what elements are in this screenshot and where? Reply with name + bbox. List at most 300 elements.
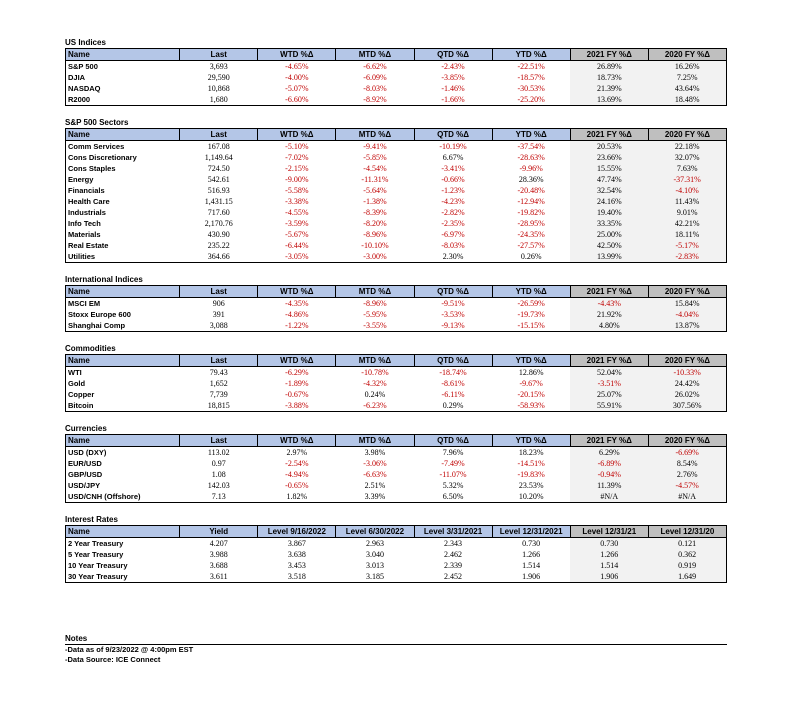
table-cell: -6.97% (441, 229, 465, 239)
row-name: Copper (68, 389, 95, 399)
table-cell: -3.85% (441, 72, 465, 82)
table-cell: 6.50% (414, 491, 492, 503)
row-name: Energy (68, 174, 94, 184)
table-cell: -9.96% (519, 163, 543, 173)
table-cell: 28.36% (518, 174, 544, 184)
table-cell: -1.22% (258, 320, 336, 332)
table-row (66, 229, 727, 240)
note-line: -Data Source: ICE Connect (65, 655, 161, 664)
table-row (66, 163, 727, 174)
table-cell: -4.10% (648, 185, 726, 196)
table-row (66, 298, 727, 310)
table-cell: 7,739 (209, 389, 228, 399)
table-cell: -30.53% (517, 83, 545, 93)
interest-rates-section (65, 514, 727, 583)
table-cell: 3,088 (180, 320, 258, 332)
table-cell: 10,868 (207, 83, 230, 93)
table-cell: 12.86% (518, 367, 544, 377)
table-cell: -6.62% (363, 61, 387, 71)
table-cell: 25.00% (570, 229, 648, 240)
table-cell: 0.29% (414, 400, 492, 412)
table-cell: 1.514 (522, 560, 541, 570)
column-header: MTD %Δ (336, 129, 414, 141)
column-header: Level 3/31/2021 (414, 526, 492, 538)
table-cell: 18.11% (648, 229, 726, 240)
table-cell: -20.48% (517, 185, 545, 195)
section-spacer (65, 332, 727, 343)
column-header: YTD %Δ (492, 286, 570, 298)
table-cell: 1.906 (492, 571, 570, 583)
table-cell: 1.649 (648, 571, 726, 583)
table-cell: 15.84% (648, 298, 726, 310)
row-name: EUR/USD (68, 458, 102, 468)
table-cell: -3.41% (441, 163, 465, 173)
table-row (66, 196, 727, 207)
table-cell: 3.611 (180, 571, 258, 583)
row-name: Shanghai Comp (66, 320, 180, 332)
table-cell: 79.43 (209, 367, 228, 377)
table-cell: -5.58% (285, 185, 309, 195)
column-header: YTD %Δ (492, 49, 570, 61)
table-cell: 1.266 (570, 549, 648, 560)
row-name: USD (DXY) (68, 447, 107, 457)
notes-title: Notes (65, 633, 727, 645)
header-row (66, 526, 727, 538)
interest-rates-table (65, 525, 727, 583)
table-row (66, 207, 727, 218)
table-cell: -3.00% (336, 251, 414, 263)
table-cell: -2.54% (285, 458, 309, 468)
table-cell: -5.64% (363, 185, 387, 195)
table-cell: -9.51% (441, 298, 465, 308)
column-header: 2021 FY %Δ (570, 355, 648, 367)
column-header: Level 6/30/2022 (336, 526, 414, 538)
table-cell: 2.462 (444, 549, 463, 559)
table-cell: 18.73% (570, 72, 648, 83)
table-cell: -3.53% (441, 309, 465, 319)
table-cell: -4.35% (285, 298, 309, 308)
row-name: WTI (68, 367, 82, 377)
table-cell: -37.31% (648, 174, 726, 185)
table-cell: -20.15% (517, 389, 545, 399)
table-cell: 3.040 (365, 549, 384, 559)
column-header: Last (180, 49, 258, 61)
table-cell: 3.518 (258, 571, 336, 583)
table-cell: 21.92% (570, 309, 648, 320)
table-cell: 47.74% (570, 174, 648, 185)
table-cell: -8.96% (363, 229, 387, 239)
table-cell: 10.20% (492, 491, 570, 503)
column-header: Level 12/31/20 (648, 526, 726, 538)
table-cell: 42.50% (570, 240, 648, 251)
table-cell: -4.43% (570, 298, 648, 310)
row-name: Materials (68, 229, 101, 239)
table-cell: 2.51% (364, 480, 386, 490)
table-cell: 516.93 (207, 185, 230, 195)
table-cell: -2.35% (441, 218, 465, 228)
row-name: Info Tech (68, 218, 101, 228)
table-cell: 18,815 (180, 400, 258, 412)
table-cell: 2.452 (414, 571, 492, 583)
table-cell: 16.26% (648, 61, 726, 73)
table-cell: -5.10% (285, 141, 309, 151)
column-header: WTD %Δ (258, 129, 336, 141)
table-cell: 3,693 (209, 61, 228, 71)
column-header: MTD %Δ (336, 355, 414, 367)
header-row (66, 49, 727, 61)
section-spacer (65, 106, 727, 117)
table-cell: 43.64% (648, 83, 726, 94)
column-header: QTD %Δ (414, 435, 492, 447)
table-cell: -4.94% (285, 469, 309, 479)
row-name: Cons Staples (68, 163, 116, 173)
currencies-table (65, 434, 727, 503)
table-row (66, 571, 727, 583)
table-row (66, 447, 727, 459)
column-header: MTD %Δ (336, 49, 414, 61)
table-cell: -5.07% (285, 83, 309, 93)
section-title: Interest Rates (65, 515, 118, 524)
section-title: S&P 500 Sectors (65, 118, 129, 127)
table-cell: 3.988 (209, 549, 228, 559)
table-cell: 2.963 (365, 538, 384, 548)
table-row (66, 389, 727, 400)
table-cell: -14.51% (517, 458, 545, 468)
table-cell: -37.54% (517, 141, 545, 151)
table-cell: 307.56% (648, 400, 726, 412)
table-cell: -3.51% (570, 378, 648, 389)
table-cell: 4.207 (209, 538, 228, 548)
table-cell: -3.06% (363, 458, 387, 468)
table-cell: -4.00% (285, 72, 309, 82)
table-cell: -8.03% (363, 83, 387, 93)
table-cell: 430.90 (207, 229, 230, 239)
row-name: MSCI EM (68, 298, 101, 308)
column-header: Name (66, 526, 180, 538)
table-row (66, 400, 727, 412)
s-p-500-sectors-section (65, 117, 727, 263)
table-cell: 3.867 (287, 538, 306, 548)
table-cell: -10.78% (361, 367, 389, 377)
notes-section (65, 633, 727, 665)
table-cell: -0.67% (285, 389, 309, 399)
table-cell: 542.61 (207, 174, 230, 184)
header-row (66, 435, 727, 447)
table-cell: -28.95% (517, 218, 545, 228)
table-cell: -19.83% (517, 469, 545, 479)
table-cell: -5.85% (363, 152, 387, 162)
column-header: YTD %Δ (492, 435, 570, 447)
table-cell: 1,652 (209, 378, 228, 388)
row-name: GBP/USD (68, 469, 103, 479)
table-cell: 18.48% (648, 94, 726, 106)
table-row (66, 480, 727, 491)
column-header: WTD %Δ (258, 286, 336, 298)
table-cell: 20.53% (570, 141, 648, 153)
column-header: Last (180, 355, 258, 367)
table-cell: 8.54% (648, 458, 726, 469)
table-cell: 11.43% (648, 196, 726, 207)
column-header: Level 12/31/2021 (492, 526, 570, 538)
table-cell: -26.59% (517, 298, 545, 308)
table-row (66, 320, 727, 332)
table-cell: 3.453 (287, 560, 306, 570)
table-cell: -3.88% (258, 400, 336, 412)
table-cell: 2.343 (444, 538, 463, 548)
table-cell: -6.23% (336, 400, 414, 412)
row-name: 30 Year Treasury (66, 571, 180, 583)
table-cell: -5.67% (285, 229, 309, 239)
column-header: Name (66, 129, 180, 141)
table-cell: -7.49% (441, 458, 465, 468)
table-cell: 1,149.64 (204, 152, 233, 162)
column-header: Name (66, 435, 180, 447)
table-cell: 55.91% (570, 400, 648, 412)
table-cell: 0.26% (492, 251, 570, 263)
table-cell: #N/A (570, 491, 648, 503)
row-name: Cons Discretionary (68, 152, 137, 162)
table-cell: -28.63% (517, 152, 545, 162)
table-cell: -1.66% (414, 94, 492, 106)
header-row (66, 286, 727, 298)
row-name: Industrials (68, 207, 106, 217)
row-name: 2 Year Treasury (68, 538, 124, 548)
row-name: Financials (68, 185, 105, 195)
header-row (66, 129, 727, 141)
table-cell: -3.59% (285, 218, 309, 228)
section-title: US Indices (65, 38, 106, 47)
table-cell: 13.87% (648, 320, 726, 332)
column-header: Name (66, 49, 180, 61)
table-cell: #N/A (648, 491, 726, 503)
column-header: WTD %Δ (258, 355, 336, 367)
table-cell: -6.11% (441, 389, 465, 399)
us-indices-table (65, 48, 727, 106)
table-row (66, 141, 727, 153)
column-header: 2020 FY %Δ (648, 49, 726, 61)
table-row (66, 469, 727, 480)
table-cell: -24.35% (517, 229, 545, 239)
table-cell: -58.93% (492, 400, 570, 412)
table-cell: 1,431.15 (204, 196, 233, 206)
table-cell: 24.42% (648, 378, 726, 389)
table-cell: 25.07% (570, 389, 648, 400)
table-cell: 906 (212, 298, 225, 308)
row-name: NASDAQ (68, 83, 101, 93)
table-cell: 32.07% (648, 152, 726, 163)
table-cell: -4.86% (285, 309, 309, 319)
table-row (66, 309, 727, 320)
column-header: Last (180, 435, 258, 447)
table-cell: -18.74% (439, 367, 467, 377)
table-row (66, 560, 727, 571)
table-cell: -5.95% (363, 309, 387, 319)
table-cell: 1,680 (180, 94, 258, 106)
column-header: 2020 FY %Δ (648, 129, 726, 141)
table-row (66, 367, 727, 379)
table-cell: -2.43% (441, 61, 465, 71)
column-header: QTD %Δ (414, 129, 492, 141)
table-cell: -9.67% (519, 378, 543, 388)
table-cell: 2.339 (444, 560, 463, 570)
table-cell: -4.54% (363, 163, 387, 173)
table-cell: -10.10% (361, 240, 389, 250)
table-cell: 6.67% (442, 152, 464, 162)
table-cell: 142.03 (207, 480, 230, 490)
table-cell: 364.66 (180, 251, 258, 263)
table-cell: -11.31% (361, 174, 389, 184)
table-cell: -8.92% (336, 94, 414, 106)
column-header: WTD %Δ (258, 49, 336, 61)
table-cell: -4.23% (441, 196, 465, 206)
international-indices-table (65, 285, 727, 332)
table-cell: -9.41% (363, 141, 387, 151)
table-cell: -1.89% (285, 378, 309, 388)
table-row (66, 94, 727, 106)
table-cell: 0.121 (648, 538, 726, 550)
table-cell: 29,590 (207, 72, 230, 82)
table-row (66, 83, 727, 94)
header-row (66, 355, 727, 367)
table-cell: -6.60% (258, 94, 336, 106)
row-name: Gold (68, 378, 86, 388)
table-cell: 33.35% (570, 218, 648, 229)
table-cell: 24.16% (570, 196, 648, 207)
column-header: YTD %Δ (492, 129, 570, 141)
section-title: Commodities (65, 344, 116, 353)
table-cell: 26.02% (648, 389, 726, 400)
column-header: Yield (180, 526, 258, 538)
table-cell: -4.65% (285, 61, 309, 71)
table-cell: 4.80% (570, 320, 648, 332)
column-header: Last (180, 129, 258, 141)
column-header: YTD %Δ (492, 355, 570, 367)
table-cell: -3.38% (285, 196, 309, 206)
table-cell: 1.906 (570, 571, 648, 583)
table-cell: -4.32% (363, 378, 387, 388)
table-cell: 0.97 (211, 458, 226, 468)
us-indices-section (65, 37, 727, 106)
column-header: QTD %Δ (414, 355, 492, 367)
table-cell: -3.05% (258, 251, 336, 263)
table-cell: 1.514 (570, 560, 648, 571)
column-header: 2021 FY %Δ (570, 435, 648, 447)
table-cell: 13.69% (570, 94, 648, 106)
table-cell: 21.39% (570, 83, 648, 94)
commodities-table (65, 354, 727, 412)
row-name: USD/JPY (68, 480, 101, 490)
table-cell: 52.04% (570, 367, 648, 379)
section-title: Currencies (65, 424, 107, 433)
table-cell: -8.96% (363, 298, 387, 308)
column-header: Level 9/16/2022 (258, 526, 336, 538)
table-cell: 167.08 (207, 141, 230, 151)
table-cell: -19.73% (517, 309, 545, 319)
table-cell: -4.57% (648, 480, 726, 491)
table-cell: -10.19% (439, 141, 467, 151)
row-name: Health Care (68, 196, 110, 206)
section-spacer (65, 412, 727, 423)
column-header: WTD %Δ (258, 435, 336, 447)
table-cell: 7.96% (442, 447, 464, 457)
table-cell: 7.63% (648, 163, 726, 174)
currencies-section (65, 423, 727, 503)
table-cell: -8.39% (363, 207, 387, 217)
table-cell: 42.21% (648, 218, 726, 229)
table-cell: 0.362 (648, 549, 726, 560)
column-header: 2021 FY %Δ (570, 49, 648, 61)
table-row (66, 61, 727, 73)
row-name: Real Estate (68, 240, 109, 250)
table-cell: 23.53% (518, 480, 544, 490)
table-cell: 3.185 (336, 571, 414, 583)
table-cell: 2.76% (648, 469, 726, 480)
commodities-section (65, 343, 727, 412)
table-row (66, 174, 727, 185)
column-header: Last (180, 286, 258, 298)
table-cell: -6.63% (363, 469, 387, 479)
table-row (66, 538, 727, 550)
market-summary (65, 37, 727, 583)
row-name: USD/CNH (Offshore) (66, 491, 180, 503)
table-row (66, 152, 727, 163)
table-cell: 391 (212, 309, 225, 319)
table-cell: -8.03% (441, 240, 465, 250)
table-cell: -25.20% (492, 94, 570, 106)
column-header: Name (66, 355, 180, 367)
table-cell: 13.99% (570, 251, 648, 263)
section-spacer (65, 503, 727, 514)
row-name: R2000 (66, 94, 180, 106)
table-cell: 0.730 (522, 538, 541, 548)
table-cell: 15.55% (570, 163, 648, 174)
row-name: 5 Year Treasury (68, 549, 124, 559)
table-row (66, 240, 727, 251)
table-cell: -10.33% (648, 367, 726, 379)
table-cell: 1.82% (258, 491, 336, 503)
note-line: -Data as of 9/23/2022 @ 4:00pm EST (65, 645, 194, 654)
table-cell: -19.82% (517, 207, 545, 217)
table-cell: 2.97% (286, 447, 308, 457)
table-cell: 23.66% (570, 152, 648, 163)
table-cell: -15.15% (492, 320, 570, 332)
column-header: Level 12/31/21 (570, 526, 648, 538)
table-cell: 3.39% (336, 491, 414, 503)
column-header: QTD %Δ (414, 49, 492, 61)
column-header: 2020 FY %Δ (648, 435, 726, 447)
table-cell: 5.32% (442, 480, 464, 490)
table-cell: 0.730 (570, 538, 648, 550)
table-row (66, 185, 727, 196)
table-row (66, 218, 727, 229)
column-header: 2021 FY %Δ (570, 286, 648, 298)
column-header: QTD %Δ (414, 286, 492, 298)
table-cell: 0.919 (648, 560, 726, 571)
table-cell: -18.57% (517, 72, 545, 82)
table-cell: -1.23% (441, 185, 465, 195)
table-row (66, 458, 727, 469)
column-header: MTD %Δ (336, 435, 414, 447)
row-name: Stoxx Europe 600 (68, 309, 131, 319)
table-cell: 9.01% (648, 207, 726, 218)
table-cell: 113.02 (207, 447, 230, 457)
s-p-500-sectors-table (65, 128, 727, 263)
table-cell: -6.29% (285, 367, 309, 377)
column-header: MTD %Δ (336, 286, 414, 298)
table-cell: 3.638 (287, 549, 306, 559)
row-name: 10 Year Treasury (68, 560, 128, 570)
international-indices-section (65, 274, 727, 332)
